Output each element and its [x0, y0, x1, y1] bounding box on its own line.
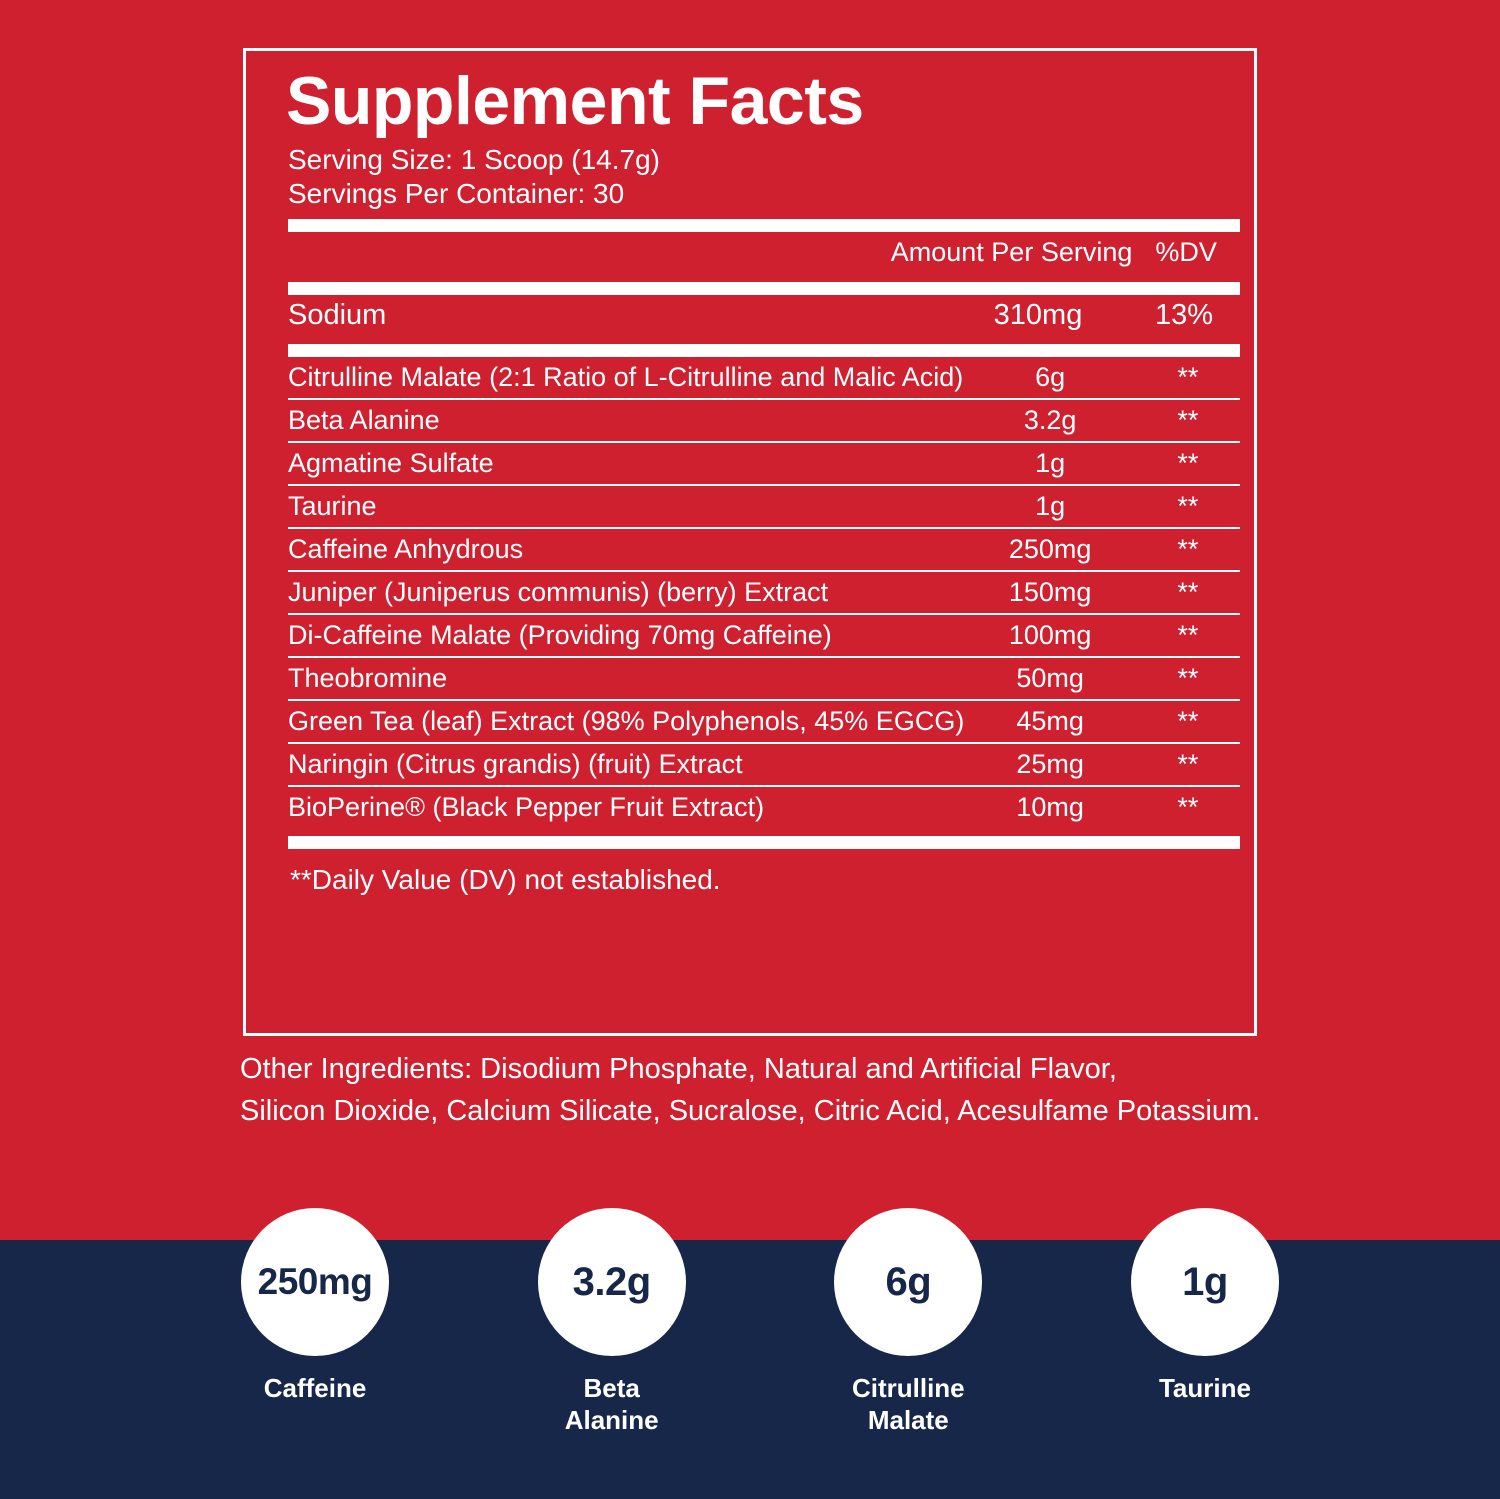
row-name: Green Tea (leaf) Extract (98% Polyphenols, 45% EGCG): [288, 700, 964, 743]
highlight-taurine: [1070, 1208, 1340, 1436]
row-dv: **: [1136, 528, 1240, 571]
row-name: Sodium: [288, 299, 387, 331]
row-amount: 250mg: [964, 528, 1136, 571]
supplement-facts-rows: [288, 295, 1240, 336]
divider-thick-bottom: [288, 836, 1240, 849]
other-ingredients-line-2: Silicon Dioxide, Calcium Silicate, Sucralose, Citric Acid, Acesulfame Potassium.: [240, 1095, 1261, 1127]
highlight-caffeine: [180, 1208, 450, 1436]
row-dv: **: [1136, 442, 1240, 485]
table-row: [288, 657, 1240, 700]
row-amount: 50mg: [964, 657, 1136, 700]
highlight-label-line-1: Citrulline: [851, 1373, 965, 1403]
table-row: [288, 786, 1240, 828]
highlight-value-badge: 6g: [834, 1208, 982, 1356]
highlight-label: [852, 1372, 965, 1436]
row-dv: **: [1136, 743, 1240, 786]
row-amount: 45mg: [964, 700, 1136, 743]
row-dv: **: [1136, 357, 1240, 399]
table-row: [288, 614, 1240, 657]
table-header-row: [288, 232, 1240, 274]
table-row: [288, 442, 1240, 485]
highlight-label: Taurine: [1158, 1373, 1251, 1403]
supplement-facts-panel: [243, 48, 1257, 1036]
highlight-value-badge: 250mg: [241, 1208, 389, 1356]
row-amount: 1g: [964, 442, 1136, 485]
row-name: Taurine: [288, 485, 964, 528]
row-amount: 10mg: [1016, 792, 1084, 822]
row-amount: 25mg: [964, 743, 1136, 786]
supplement-facts-table: [288, 232, 1240, 274]
daily-value-footnote: **Daily Value (DV) not established.: [290, 864, 721, 895]
row-name: BioPerine® (Black Pepper Fruit Extract): [288, 792, 765, 822]
other-ingredients-block: [240, 1048, 1300, 1132]
row-amount: 1g: [964, 485, 1136, 528]
table-row: [288, 571, 1240, 614]
row-dv: **: [1136, 657, 1240, 700]
row-dv: **: [1136, 571, 1240, 614]
serving-size-text: Serving Size: 1 Scoop (14.7g): [288, 144, 660, 175]
row-dv: **: [1136, 700, 1240, 743]
row-amount: 3.2g: [964, 399, 1136, 442]
header-percent-dv: %DV: [1155, 237, 1217, 267]
highlight-label-line-2: Alanine: [564, 1405, 659, 1435]
row-dv: 13%: [1154, 299, 1214, 331]
divider-thick-top: [288, 219, 1240, 232]
highlight-label-line-2: Malate: [867, 1405, 949, 1435]
row-name: Juniper (Juniperus communis) (berry) Extract: [288, 571, 964, 614]
table-row: [288, 528, 1240, 571]
highlight-citrulline-malate: [773, 1208, 1043, 1436]
highlight-value-badge: 1g: [1131, 1208, 1279, 1356]
row-name: Naringin (Citrus grandis) (fruit) Extract: [288, 743, 964, 786]
row-dv: **: [1136, 614, 1240, 657]
table-row: [288, 357, 1240, 399]
key-ingredient-highlights: [180, 1208, 1340, 1436]
table-row: [288, 485, 1240, 528]
highlight-value-badge: 3.2g: [538, 1208, 686, 1356]
page-title: Supplement Facts: [286, 63, 864, 139]
row-amount: 310mg: [993, 299, 1083, 331]
row-name: Beta Alanine: [288, 399, 964, 442]
row-dv: **: [1136, 485, 1240, 528]
row-name: Theobromine: [288, 657, 964, 700]
table-row: [288, 700, 1240, 743]
row-dv: **: [1177, 792, 1199, 822]
highlight-label-line-1: Beta: [583, 1373, 640, 1403]
supplement-facts-ingredient-rows: [288, 357, 1240, 828]
header-amount-per-serving: Amount Per Serving: [890, 237, 1133, 267]
divider-thick-header: [288, 282, 1240, 295]
highlight-beta-alanine: [477, 1208, 747, 1436]
row-amount: 150mg: [964, 571, 1136, 614]
highlight-label: Caffeine: [263, 1373, 367, 1403]
row-dv: **: [1136, 399, 1240, 442]
servings-per-container-text: Servings Per Container: 30: [288, 178, 625, 209]
row-amount: 6g: [964, 357, 1136, 399]
header-blank: [288, 232, 891, 274]
row-name: Agmatine Sulfate: [288, 442, 964, 485]
row-name: Caffeine Anhydrous: [288, 528, 964, 571]
table-row: [288, 743, 1240, 786]
highlight-label: [565, 1372, 659, 1436]
table-row: [288, 399, 1240, 442]
table-row: [288, 295, 1240, 336]
row-name: Citrulline Malate (2:1 Ratio of L-Citrulline and Malic Acid): [288, 357, 964, 399]
divider-thick-mid: [288, 344, 1240, 357]
row-name: Di-Caffeine Malate (Providing 70mg Caffeine): [288, 614, 964, 657]
row-amount: 100mg: [964, 614, 1136, 657]
other-ingredients-line-1: Other Ingredients: Disodium Phosphate, Natural and Artificial Flavor,: [240, 1053, 1117, 1085]
